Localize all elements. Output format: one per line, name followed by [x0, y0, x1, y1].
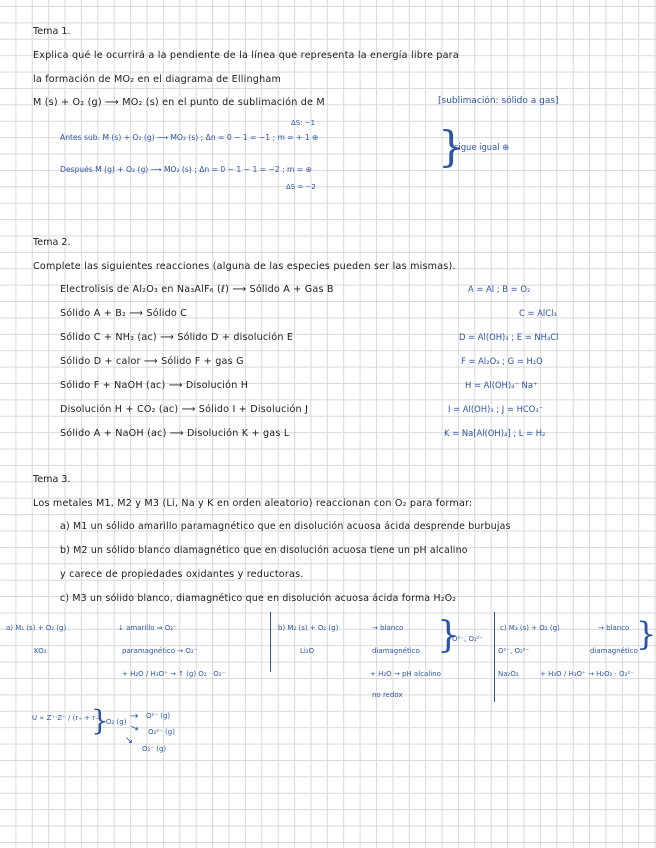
energy-formula: U ∝ Z⁺·Z⁻ / (r₊ + r₋) — [32, 714, 102, 722]
energy-product-3: O₂⁻ (g) — [142, 745, 167, 753]
tema3-intro: Los metales M1, M2 y M3 (Li, Na y K en orden aleatorio) reaccionan con O₂ para formar: — [33, 498, 473, 509]
col-c-item-2: diamagnético — [590, 647, 638, 655]
tema3-heading: Tema 3. — [33, 474, 71, 485]
column-divider-2 — [494, 612, 495, 702]
col-c-head: c) M₃ (s) + O₂ (g) — [500, 624, 560, 632]
tema2-answer-4: F = Al₂O₃ ; G = H₂O — [461, 356, 543, 366]
col-c-brace: } — [636, 615, 656, 653]
energy-arrow-2: → — [128, 721, 141, 736]
col-c-result: Na₂O₂ — [498, 670, 519, 678]
tema3-item-c: c) M3 un sólido blanco, diamagnético que en disolución acuosa ácida forma H₂O₂ — [60, 593, 457, 604]
tema2-answer-2: C = AlCl₃ — [519, 308, 557, 318]
tema2-intro: Complete las siguientes reacciones (alguna de las especies pueden ser las mismas). — [33, 261, 456, 272]
tema2-answer-7: K = Na[Al(OH)₄] ; L = H₂ — [444, 428, 546, 438]
col-a-item-3: + H₂O / H₃O⁺ → ↑ (g) O₂ · O₂⁻ — [122, 670, 226, 678]
energy-brace: } — [91, 704, 109, 737]
col-b-side: O²⁻, O₂²⁻ — [452, 635, 484, 643]
tema1-before-reaction: Antes sub. M (s) + O₂ (g) ⟶ MO₂ (s) ; Δn = 0 − 1 = −1 ; m = + 1 ⊕ — [60, 133, 319, 142]
tema3-item-b-line1: b) M2 un sólido blanco diamagnético que en disolución acuosa tiene un pH alcalino — [60, 545, 468, 556]
energy-product-1: O²⁻ (g) — [146, 712, 171, 720]
col-c-item-1: → blanco — [598, 624, 630, 632]
tema2-heading: Tema 2. — [33, 237, 71, 248]
tema3-item-a: a) M1 un sólido amarillo paramagnético que en disolución acuosa ácida desprende burbujas — [60, 521, 511, 532]
energy-species: O₂ (g) — [106, 718, 127, 726]
tema2-reaction-7: Sólido A + NaOH (ac) ⟶ Disolución K + gas L — [60, 428, 290, 439]
col-b-result: Li₂O — [300, 647, 315, 655]
tema1-question-line1: Explica qué le ocurrirá a la pendiente de la línea que representa la energía libre para — [33, 50, 459, 61]
col-a-item-2: paramagnético → O₂⁻ — [122, 647, 198, 655]
tema3-item-b-line2: y carece de propiedades oxidantes y reductoras. — [60, 569, 304, 580]
tema2-reaction-2: Sólido A + B₂ ⟶ Sólido C — [60, 308, 188, 319]
tema1-after-reaction: Después M (g) + O₂ (g) ⟶ MO₂ (s) ; Δn = 0 − 1 − 1 = −2 ; m = ⊕ — [60, 165, 312, 174]
tema1-question-line2: la formación de MO₂ en el diagrama de Ellingham — [33, 74, 281, 85]
tema1-entropy-after: ΔS = −2 — [286, 183, 316, 191]
col-b-item-2: diamagnético — [372, 647, 420, 655]
col-c-side: O²⁻, O₂²⁻ — [498, 647, 530, 655]
column-divider-1 — [270, 612, 271, 672]
tema1-conclusion: sigue igual ⊕ — [454, 142, 510, 152]
col-a-head: a) M₁ (s) + O₂ (g) — [6, 624, 67, 632]
tema2-answer-6: I = Al(OH)₃ ; J = HCO₃⁻ — [448, 404, 544, 414]
tema2-answer-3: D = Al(OH)₃ ; E = NH₄Cl — [459, 332, 559, 342]
col-b-item-4: no redox — [372, 691, 403, 699]
tema1-brace: } — [438, 122, 465, 171]
tema2-reaction-3: Sólido C + NH₃ (ac) ⟶ Sólido D + disolución E — [60, 332, 294, 343]
tema1-entropy-before: ΔS: −1 — [291, 119, 316, 127]
tema2-reaction-6: Disolución H + CO₂ (ac) ⟶ Sólido I + Disolución J — [60, 404, 309, 415]
tema2-reaction-4: Sólido D + calor ⟶ Sólido F + gas G — [60, 356, 244, 367]
col-c-item-3: + H₃O / H₃O⁺ → H₂O₂ · O₂²⁻ — [540, 670, 634, 678]
energy-arrow-3: → — [121, 733, 136, 748]
tema1-heading: Tema 1. — [33, 26, 71, 37]
tema2-reaction-1: Electrolisis de Al₂O₃ en Na₃AlF₆ (ℓ) ⟶ Sólido A + Gas B — [60, 284, 334, 295]
tema2-reaction-5: Sólido F + NaOH (ac) ⟶ Disolución H — [60, 380, 249, 391]
col-b-item-1: → blanco — [372, 624, 404, 632]
col-b-brace: } — [437, 615, 460, 656]
tema2-answer-1: A = Al ; B = O₂ — [468, 284, 531, 294]
col-a-result: KO₂ — [34, 647, 47, 655]
col-b-item-3: + H₂O → pH alcalino — [370, 670, 441, 678]
energy-arrow-1: → — [130, 711, 139, 722]
tema1-sublimation-note: [sublimación: sólido a gas] — [438, 96, 559, 106]
col-a-item-1: ↓ amarillo ⇒ O₂⁻ — [118, 624, 177, 632]
energy-product-2: O₂²⁻ (g) — [148, 728, 175, 736]
col-b-head: b) M₂ (s) + O₂ (g) — [278, 624, 339, 632]
tema1-reaction: M (s) + O₂ (g) ⟶ MO₂ (s) en el punto de sublimación de M — [33, 97, 325, 108]
tema2-answer-5: H = Al(OH)₄⁻ Na⁺ — [465, 380, 538, 390]
